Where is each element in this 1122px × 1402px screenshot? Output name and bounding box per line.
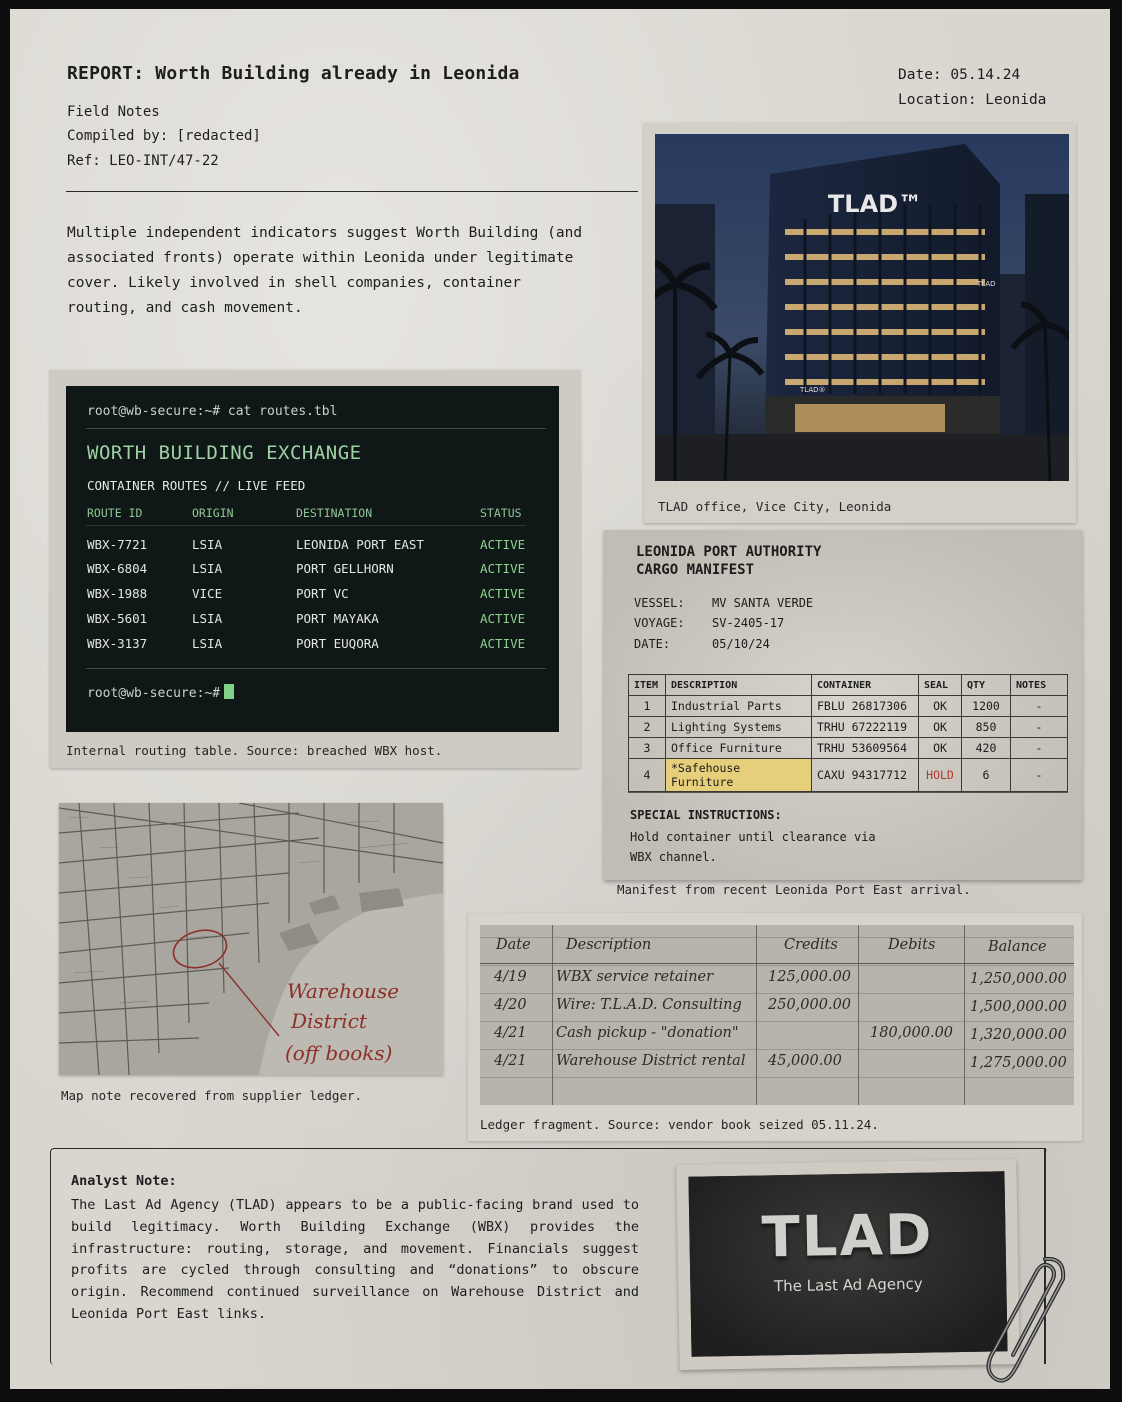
building-door-sign: TLAD® [800,386,826,394]
ledger-rule-credits [858,925,859,1105]
report-location: Location: Leonida [898,92,1047,108]
route-row-3-status: ACTIVE [480,586,526,601]
manifest-col-item: ITEM [629,675,666,696]
route-row-4-status: ACTIVE [480,611,526,626]
manifest-cell-seal: OK [919,717,962,738]
report-date: Date: 05.14.24 [898,67,1021,83]
route-row-4-origin: LSIA [192,611,223,626]
manifest-row [629,696,1068,717]
route-row-3-destination: PORT VC [296,586,349,601]
ledger-photo-card [468,913,1082,1141]
manifest-cell-container: FBLU 26817306 [812,696,919,717]
ledger-rule-description [756,925,757,1105]
ledger-row-1-description: WBX service retainer [556,969,714,985]
ledger-col-balance: Balance [988,939,1047,955]
reference-number: Ref: LEO-INT/47-22 [67,153,219,169]
manifest-cell-description: Office Furniture [666,738,812,759]
manifest-col-notes: NOTES [1011,675,1068,696]
ledger-row-1-balance: 1,250,000.00 [970,971,1067,987]
ledger-row-3-balance: 1,320,000.00 [970,1027,1067,1043]
manifest-cell-qty: 1200 [962,696,1011,717]
route-row-4-destination: PORT MAYAKA [296,611,379,626]
ledger-row-3-description: Cash pickup - "donation" [556,1025,739,1041]
manifest-cell-description: Industrial Parts [666,696,812,717]
col-route-id: ROUTE ID [87,506,143,520]
manifest-title-cargo: CARGO MANIFEST [636,562,755,578]
analyst-note-body: The Last Ad Agency (TLAD) appears to be a public-facing brand used to build legitimacy. Worth Building Exchange (WBX) provides the infrastructure: routing, storage, and movement. Financials suggest profits are cycled through consulting and “donations” to obscure origin. Recommend continued surveillance on Warehouse District and Leonida Port East links. [71,1197,639,1322]
manifest-cell-item: 3 [629,738,666,759]
voyage-label: VOYAGE: [634,616,685,630]
route-row-2-id: WBX-6804 [87,561,148,576]
ledger-col-debits: Debits [888,937,936,953]
ledger-row-1-date: 4/19 [494,969,527,985]
manifest-row [629,738,1068,759]
date-location-block [898,63,1046,113]
paperclip-icon [985,1249,1075,1389]
manifest-cell-container: TRHU 53609564 [812,738,919,759]
manifest-col-container: CONTAINER [812,675,919,696]
manifest-col-seal: SEAL [919,675,962,696]
special-instructions-label: SPECIAL INSTRUCTIONS: [630,808,782,822]
manifest-row [629,759,1068,792]
ledger-rule-debits [964,925,965,1105]
manifest-caption: Manifest from recent Leonida Port East arrival. [617,882,971,897]
manifest-table [628,674,1068,792]
building-sign: TLAD™ [827,190,923,218]
tlad-logo-photo [676,1159,1020,1370]
col-origin: ORIGIN [192,506,234,520]
manifest-col-description: DESCRIPTION [666,675,812,696]
route-row-4-id: WBX-5601 [87,611,148,626]
ledger-header-rule [480,963,1074,964]
vessel-value: MV SANTA VERDE [712,596,814,610]
ledger-row-4-date: 4/21 [494,1053,527,1069]
header-divider [66,191,638,192]
route-row-1-status: ACTIVE [480,537,526,552]
terminal-prompt-text: root@wb-secure:~# [87,686,221,701]
report-sheet [10,9,1110,1389]
ledger-row-2-credits: 250,000.00 [768,997,852,1013]
building-photo-card [644,123,1076,523]
manifest-cell-qty: 850 [962,717,1011,738]
route-row-5-origin: LSIA [192,636,223,651]
manifest-cell-qty: 420 [962,738,1011,759]
map-note-warehouse: Warehouse [287,979,400,1003]
ledger-rule-date [552,925,553,1105]
compiled-by: Compiled by: [redacted] [67,128,261,144]
terminal-prompt [87,684,234,701]
manifest-cell-container: TRHU 67222119 [812,717,919,738]
route-row-1-id: WBX-7721 [87,537,148,552]
ledger-caption: Ledger fragment. Source: vendor book seized 05.11.24. [480,1117,879,1132]
warehouse-map [59,803,443,1075]
manifest-cell-notes: - [1011,738,1068,759]
manifest-cell-notes: - [1011,759,1068,792]
ledger-row-3-date: 4/21 [494,1025,527,1041]
ledger-row-4-description: Warehouse District rental [556,1053,746,1069]
manifest-cell-notes: - [1011,696,1068,717]
manifest-date-label: DATE: [634,637,671,651]
col-status: STATUS [480,506,522,520]
manifest-cell-description: Lighting Systems [666,717,812,738]
map-note-district: District [291,1009,367,1033]
vessel-label: VESSEL: [634,596,685,610]
route-row-5-status: ACTIVE [480,636,526,651]
special-instructions-line-1: Hold container until clearance via [630,830,876,844]
manifest-cell-item: 4 [629,759,666,792]
route-row-1-destination: LEONIDA PORT EAST [296,537,424,552]
manifest-cell-qty: 6 [962,759,1011,792]
col-destination: DESTINATION [296,506,373,520]
manifest-cell-container: CAXU 94317712 [812,759,919,792]
report-title: REPORT: Worth Building already in Leonida [67,63,520,84]
voyage-value: SV-2405-17 [712,616,785,630]
manifest-cell-seal-hold: HOLD [919,759,962,792]
ledger-fragment [480,925,1074,1105]
route-row-1-origin: LSIA [192,537,223,552]
ledger-row-4-balance: 1,275,000.00 [970,1055,1067,1071]
manifest-divider [628,792,1068,793]
route-row-5-destination: PORT EUQORA [296,636,379,651]
terminal-photo-card [50,370,580,768]
route-row-2-origin: LSIA [192,561,223,576]
manifest-cell-item: 2 [629,717,666,738]
manifest-cell-item: 1 [629,696,666,717]
map-note-off-books: (off books) [285,1041,393,1065]
ledger-row-1-credits: 125,000.00 [768,969,852,985]
route-row-2-destination: PORT GELLHORN [296,561,394,576]
terminal-divider [86,428,546,429]
route-row-5-id: WBX-3137 [87,636,148,651]
ledger-col-credits: Credits [784,937,838,953]
tlad-logo-title: TLAD [761,1202,934,1271]
building-side-sign: TLAD [977,280,996,288]
terminal-screen [66,386,559,732]
cargo-manifest-document [604,530,1082,880]
terminal-caption: Internal routing table. Source: breached WBX host. [66,743,443,758]
manifest-header-row [629,675,1068,696]
building-photo-caption: TLAD office, Vice City, Leonida [658,499,892,514]
analyst-note-heading: Analyst Note: [71,1173,177,1189]
terminal-subheading: CONTAINER ROUTES // LIVE FEED [87,478,306,493]
manifest-title-authority: LEONIDA PORT AUTHORITY [636,544,822,560]
ledger-row-2-date: 4/20 [494,997,527,1013]
ledger-col-date: Date [496,937,531,953]
route-row-2-status: ACTIVE [480,561,526,576]
manifest-col-qty: QTY [962,675,1011,696]
manifest-cell-seal: OK [919,696,962,717]
ledger-col-description: Description [566,937,652,953]
terminal-footer-rule [86,668,546,669]
manifest-cell-description-highlighted: *Safehouse Furniture [666,759,812,792]
tlad-logo-subtitle: The Last Ad Agency [773,1274,923,1296]
special-instructions-line-2: WBX channel. [630,850,717,864]
route-row-3-id: WBX-1988 [87,586,148,601]
tlad-building-photo [655,134,1069,481]
field-notes-label: Field Notes [67,104,160,120]
ledger-row-4-credits: 45,000.00 [768,1053,842,1069]
map-caption: Map note recovered from supplier ledger. [61,1088,363,1103]
manifest-row [629,717,1068,738]
summary-paragraph: Multiple independent indicators suggest Worth Building (and associated fronts) operate within Leonida under legitimate cover. Likely involved in shell companies, container routing, and cash movement. [67,225,583,316]
cursor-icon [224,684,234,699]
terminal-heading: WORTH BUILDING EXCHANGE [87,442,362,464]
tlad-logo-plate [688,1171,1007,1356]
ledger-row-2-balance: 1,500,000.00 [970,999,1067,1015]
terminal-command: root@wb-secure:~# cat routes.tbl [87,404,338,419]
manifest-cell-seal: OK [919,738,962,759]
ledger-row-3-debits: 180,000.00 [870,1025,954,1041]
manifest-date-value: 05/10/24 [712,637,770,651]
route-row-3-origin: VICE [192,586,223,601]
ledger-row-2-description: Wire: T.L.A.D. Consulting [556,997,742,1013]
manifest-cell-notes: - [1011,717,1068,738]
terminal-header-rule [86,525,526,526]
